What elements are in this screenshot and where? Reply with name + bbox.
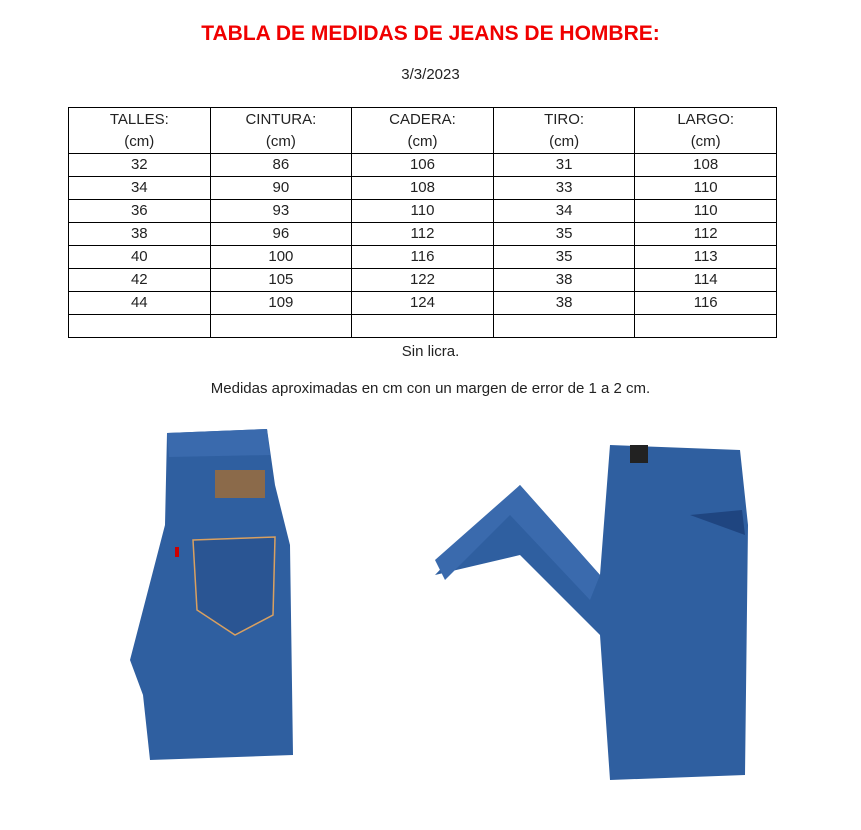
column-header [69, 108, 211, 154]
table-cell: 112 [352, 223, 494, 246]
table-cell: 90 [210, 177, 352, 200]
column-header [493, 108, 635, 154]
table-cell: 116 [635, 292, 777, 315]
table-cell: 33 [493, 177, 635, 200]
note-sin-licra: Sin licra. [401, 343, 460, 360]
table-cell [210, 315, 352, 338]
header-line: (cm) [407, 132, 438, 150]
table-cell: 40 [69, 246, 211, 269]
table-cell: 96 [210, 223, 352, 246]
table-row [69, 246, 777, 269]
table-row [69, 269, 777, 292]
header-line: (cm) [690, 132, 721, 150]
header-line: TIRO: [544, 110, 585, 128]
table-cell: 114 [635, 269, 777, 292]
header-line: (cm) [124, 132, 155, 150]
column-header [635, 108, 777, 154]
table-cell: 108 [352, 177, 494, 200]
table-cell: 124 [352, 292, 494, 315]
table-cell: 35 [493, 246, 635, 269]
table-row [69, 154, 777, 177]
table-cell: 110 [635, 200, 777, 223]
table-row [69, 315, 777, 338]
table-cell: 38 [493, 292, 635, 315]
header-line: CINTURA: [245, 110, 317, 128]
note-margin: Medidas aproximadas en cm con un margen de error de 1 a 2 cm. [210, 380, 651, 397]
table-cell: 44 [69, 292, 211, 315]
table-cell: 34 [493, 200, 635, 223]
table-cell: 110 [635, 177, 777, 200]
table-cell: 122 [352, 269, 494, 292]
header-line: (cm) [265, 132, 296, 150]
jeans-back-photo [125, 425, 305, 765]
column-header [210, 108, 352, 154]
table-cell: 112 [635, 223, 777, 246]
table-cell: 113 [635, 246, 777, 269]
table-row [69, 292, 777, 315]
table-cell: 116 [352, 246, 494, 269]
table-cell: 42 [69, 269, 211, 292]
table-cell: 105 [210, 269, 352, 292]
table-cell: 93 [210, 200, 352, 223]
date: 3/3/2023 [401, 66, 460, 83]
table-row [69, 177, 777, 200]
table-cell: 38 [69, 223, 211, 246]
table-cell [635, 315, 777, 338]
page-title: TABLA DE MEDIDAS DE JEANS DE HOMBRE: [201, 22, 660, 45]
table-cell: 32 [69, 154, 211, 177]
jeans-front-photo [430, 435, 760, 785]
column-header [352, 108, 494, 154]
table-cell [69, 315, 211, 338]
table-cell: 34 [69, 177, 211, 200]
table-row [69, 200, 777, 223]
header-line: (cm) [549, 132, 580, 150]
size-table [68, 107, 777, 338]
table-row [69, 223, 777, 246]
table-cell: 36 [69, 200, 211, 223]
header-row [69, 108, 777, 154]
table-cell: 31 [493, 154, 635, 177]
table-cell [352, 315, 494, 338]
table-cell: 38 [493, 269, 635, 292]
table-cell: 106 [352, 154, 494, 177]
table-cell: 110 [352, 200, 494, 223]
table-cell: 100 [210, 246, 352, 269]
table-cell: 35 [493, 223, 635, 246]
header-line: LARGO: [677, 110, 735, 128]
table-cell [493, 315, 635, 338]
header-line: CADERA: [389, 110, 456, 128]
table-cell: 86 [210, 154, 352, 177]
table-cell: 108 [635, 154, 777, 177]
header-line: TALLES: [109, 110, 169, 128]
table-cell: 109 [210, 292, 352, 315]
